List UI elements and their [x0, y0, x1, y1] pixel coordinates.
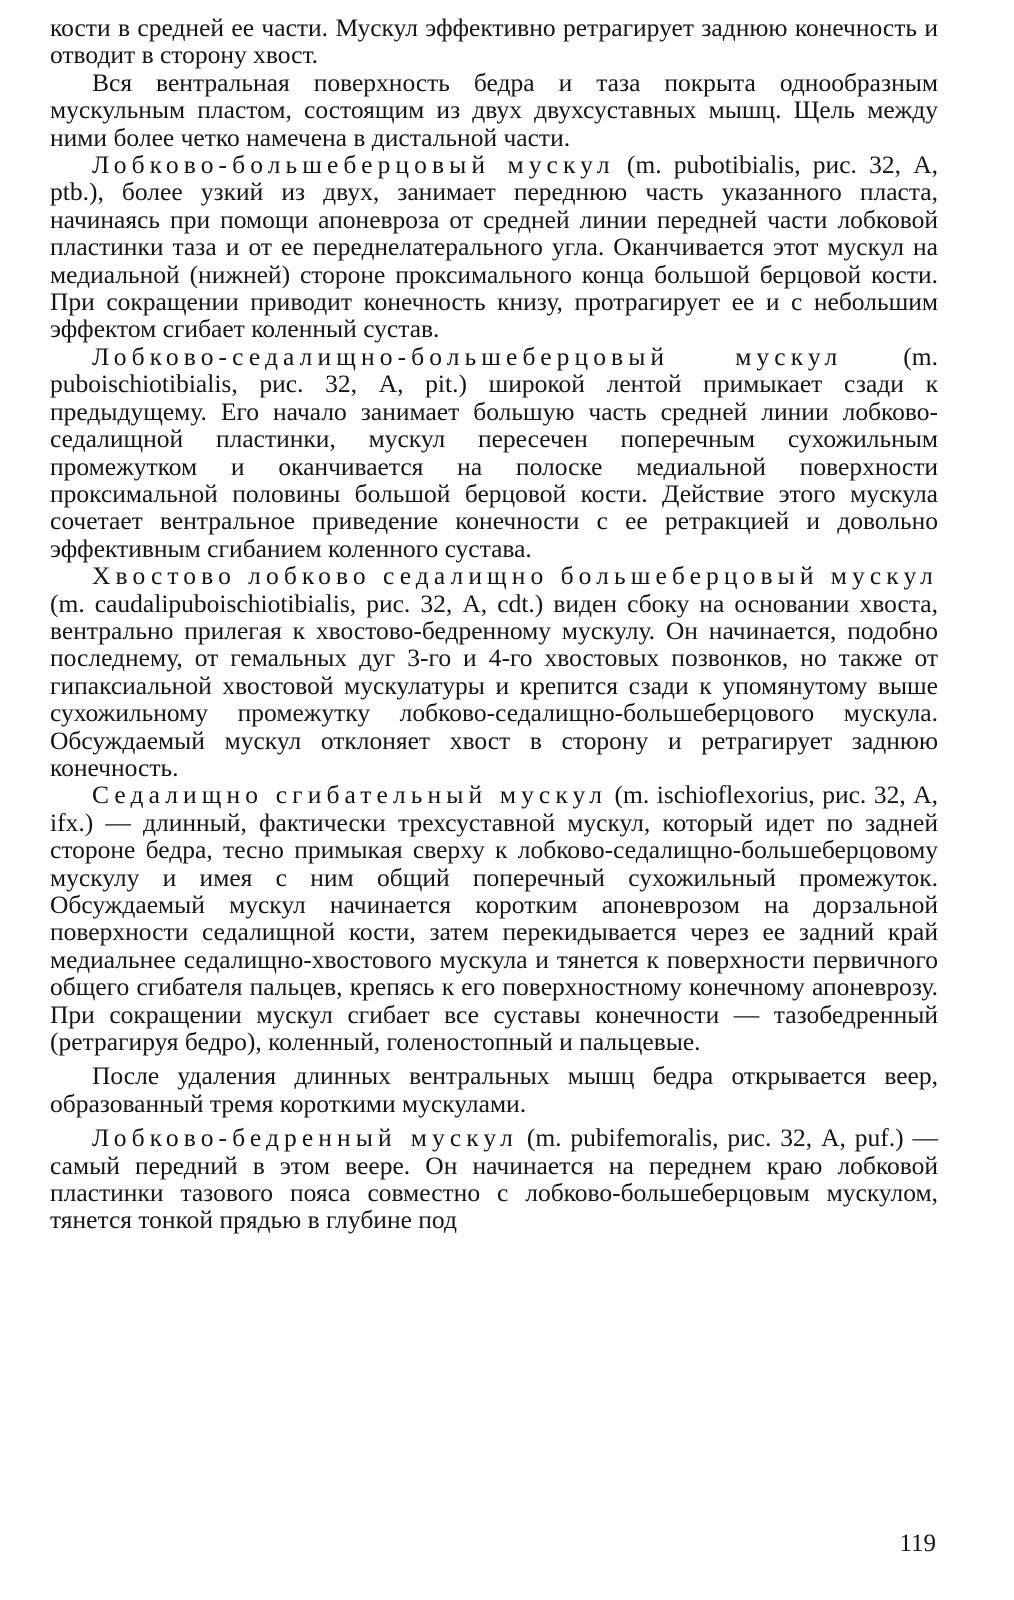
paragraph-3-lead: Лобково-большеберцовый мускул [92, 150, 615, 180]
paragraph-8 [50, 1124, 938, 1234]
paragraph-8-text: (m. pubifemoralis, рис. 32, A, puf.) — самый передний в этом веере. Он начинается на переднем краю лобковой пластинки тазового пояса совместно с лобково-большеберцовым мускулом, тянется тонкой прядью в глубине под [50, 1123, 938, 1235]
page-number: 119 [899, 1530, 936, 1557]
page-body [50, 14, 938, 1234]
paragraph-4 [50, 343, 938, 562]
paragraph-5 [50, 562, 938, 781]
paragraph-7 [50, 1062, 938, 1117]
paragraph-1 [50, 14, 938, 69]
paragraph-5-lead: Хвостово лобково седалищно большеберцовый мускул [92, 561, 938, 591]
paragraph-8-lead: Лобково-бедренный мускул [92, 1123, 518, 1153]
paragraph-6-text: (m. ischioflexorius, рис. 32, A, ifx.) — длинный, фактически трехсуставной мускул, который идет по задней стороне бедра, тесно примыкая сверху к лобково-седалищно-большеберцовому мускулу и имея с ним общий поперечный сухожильный промежуток. Обсуждаемый мускул начинается коротким апоневрозом на дорзальной поверхности седалищной кости, затем перекидывается через ее задний край медиальнее седалищно-хвостового мускула и тянется к поверхности первичного общего сгибателя пальцев, крепясь к его поверхностному конечному апоневрозу. При сокращении мускул сгибает все суставы конечности — тазобедренный (ретрагируя бедро), коленный, голеностопный и пальцевые. [50, 780, 939, 1057]
paragraph-4-lead: Лобково-седалищно-большеберцовый мускул [92, 341, 843, 371]
paragraph-5-text: (m. caudalipuboischiotibialis, рис. 32, A, cdt.) виден сбоку на основании хвоста, вентрально прилегая к хвостово-бедренному мускулу. Он начинается, подобно последнему, от гемальных дуг 3-го и 4-го хвостовых позвонков, но также от гипаксиальной хвостовой мускулатуры и крепится сзади к упомянутому выше сухожильному промежутку лобково-седалищно-большеберцового мускула. Обсуждаемый мускул отклоняет хвост в сторону и ретрагирует заднюю конечность. [50, 588, 938, 782]
paragraph-7-text: После удаления длинных вентральных мышц бедра открывается веер, образованный тремя короткими мускулами. [50, 1061, 938, 1118]
paragraph-3-text: (m. pubotibialis, рис. 32, A, ptb.), более узкий из двух, занимает переднюю часть указанного пласта, начинаясь при помощи апоневроза от средней линии передней части лобковой пластинки таза и от ее переднелатерального угла. Оканчивается этот мускул на медиальной (нижней) стороне проксимального конца большой берцовой кости. При сокращении приводит конечность книзу, протрагирует ее и с небольшим эффектом сгибает коленный сустав. [50, 150, 938, 344]
paragraph-2 [50, 69, 938, 151]
paragraph-1-text: кости в средней ее части. Мускул эффективно ретрагирует заднюю конечность и отводит в сторону хвост. [50, 13, 938, 70]
paragraph-3 [50, 151, 938, 343]
paragraph-4-text: (m. puboischiotibialis, рис. 32, A, pit.) широкой лентой примыкает сзади к предыдущему. Его начало занимает большую часть средней линии лобково-седалищной пластинки, мускул пересечен поперечным сухожильным промежутком и оканчивается на полоске медиальной поверхности проксимальной половины большой берцовой кости. Действие этого мускула сочетает вентральное приведение конечности с ее ретракцией и довольно эффективным сгибанием коленного сустава. [50, 341, 939, 563]
paragraph-2-text: Вся вентральная поверхность бедра и таза покрыта однообразным мускульным пластом, состоящим из двух двухсуставных мышц. Щель между ними более четко намечена в дистальной части. [50, 67, 938, 152]
paragraph-6 [50, 781, 938, 1055]
paragraph-6-lead: Седалищно сгибательный мускул [92, 780, 608, 810]
